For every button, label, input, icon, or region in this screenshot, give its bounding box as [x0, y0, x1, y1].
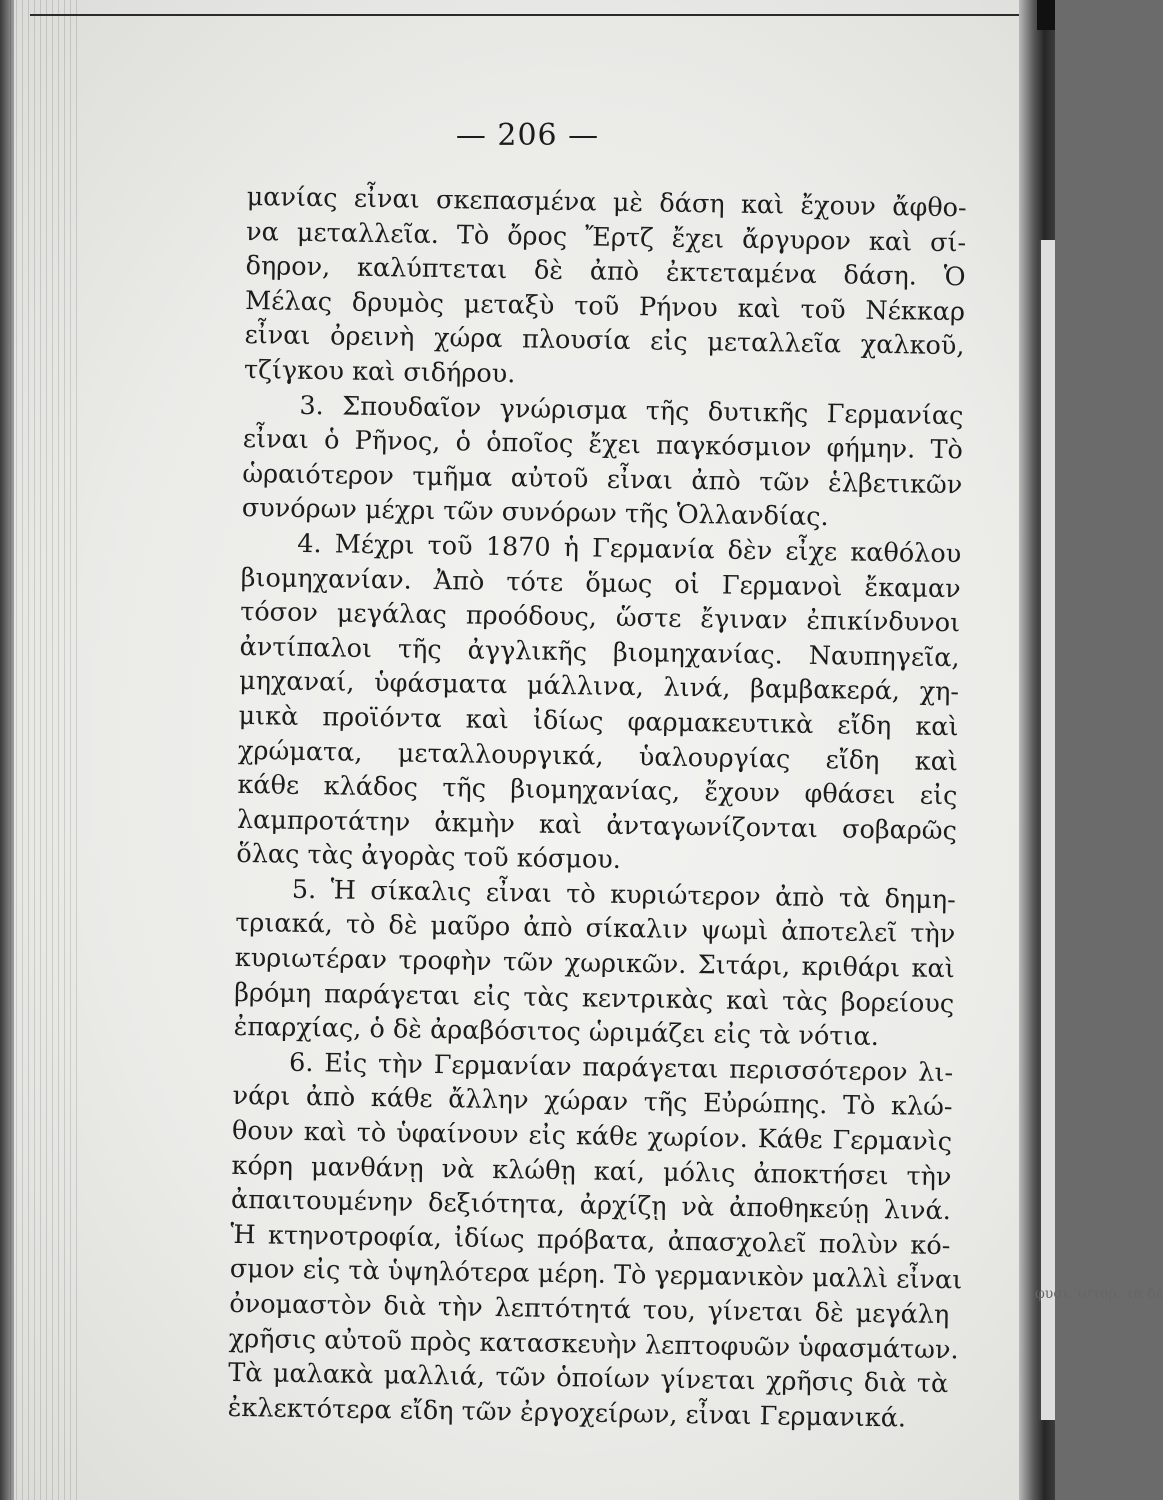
- text-line: συνόρων μέχρι τῶν συνόρων τῆς Ὁλλανδίας.: [241, 493, 829, 533]
- page-number: — 206 —: [455, 118, 600, 153]
- text-line: ὀνομαστὸν διὰ τὴν λεπτότητά του, γίνεται δὲ μεγάλη: [229, 1288, 950, 1331]
- right-top-corner: [1037, 0, 1055, 30]
- text-line: νάρι ἀπὸ κάθε ἄλλην χώραν τῆς Εὐρώπης. Τὸ κλώ-: [232, 1081, 953, 1123]
- text-line: κυριωτέραν τροφὴν τῶν χωρικῶν. Σιτάρι, κριθάρι καὶ: [234, 942, 955, 985]
- text-line: εἶναι ὁ Ρῆνος, ὁ ὁποῖος ἔχει παγκόσμιον φήμην. Τὸ: [242, 424, 964, 466]
- top-edge-line: [30, 14, 1020, 16]
- text-line: ἐπαρχίας, ὁ δὲ ἀραβόσιτος ὡριμάζει εἰς τὰ νότια.: [233, 1012, 880, 1053]
- text-line: ἐκλεκτότερα εἴδη τῶν ἐργοχείρων, εἶναι Γερμανικά.: [227, 1392, 907, 1434]
- text-line: τριακά, τὸ δὲ μαῦρο ἀπὸ σίκαλιν ψωμὶ ἀποτελεῖ τὴν: [235, 908, 956, 950]
- text-line: 4. Μέχρι τοῦ 1870 ἡ Γερμανία δὲν εἶχε καθόλου: [297, 528, 962, 570]
- text-line: να μεταλλεῖα. Τὸ ὄρος Ἔρτζ ἔχει ἄργυρον καὶ σί-: [245, 216, 967, 258]
- text-line: χρῆσις αὐτοῦ πρὸς κατασκευὴν λεπτοφυῶν ὑφασμάτων.: [228, 1323, 959, 1365]
- text-line: Μέλας δρυμὸς μεταξὺ τοῦ Ρήνου καὶ τοῦ Νέκκαρ: [244, 285, 966, 328]
- text-line: εἶναι ὀρεινὴ χώρα πλουσία εἰς μεταλλεῖα χαλκοῦ,: [244, 320, 965, 362]
- left-page-edges: [10, 0, 80, 1500]
- text-line: λαμπροτάτην ἀκμὴν καὶ ἀνταγωνίζονται σοβαρῶς: [236, 804, 958, 846]
- next-page-fragment: φυσι. ιστορ. τὰ δὲ: [1035, 1286, 1163, 1302]
- text-line: μηχαναί, ὑφάσματα μάλλινα, λινά, βαμβακερά, χη-: [238, 666, 960, 708]
- text-line: χρώματα, μεταλλουργικά, ὑαλουργίας εἴδη καὶ: [237, 735, 959, 777]
- text-line: ὅλας τὰς ἀγορὰς τοῦ κόσμου.: [236, 839, 622, 876]
- text-line: 6. Εἰς τὴν Γερμανίαν παράγεται περισσότερον λι-: [288, 1047, 954, 1089]
- text-line: κόρη μανθάνῃ νὰ κλώθῃ καί, μόλις ἀποκτήσει τὴν: [231, 1150, 952, 1192]
- text-line: ἀπαιτουμένην δεξιότητα, ἀρχίζῃ νὰ ἀποθηκεύῃ λινά.: [230, 1185, 952, 1227]
- text-line: θουν καὶ τὸ ὑφαίνουν εἰς κάθε χωρίον. Κάθε Γερμανὶς: [231, 1115, 953, 1158]
- next-page-strip: [1039, 240, 1055, 1420]
- text-line: ὡραιότερον τμῆμα αὐτοῦ εἶναι ἀπὸ τῶν ἑλβετικῶν: [242, 458, 963, 501]
- text-line: βιομηχανίαν. Ἀπὸ τότε ὅμως οἱ Γερμανοὶ ἔκαμαν: [240, 562, 961, 604]
- text-line: μικὰ προϊόντα καὶ ἰδίως φαρμακευτικὰ εἴδη καὶ: [238, 700, 959, 743]
- text-line: 3. Σπουδαῖον γνώρισμα τῆς δυτικῆς Γερμανίας: [299, 390, 964, 431]
- text-line: τζίγκου καὶ σιδήρου.: [243, 354, 516, 390]
- text-line: βρόμη παράγεται εἰς τὰς κεντρικὰς καὶ τὰς βορείους: [233, 977, 955, 1019]
- text-line: Τὰ μαλακὰ μαλλιά, τῶν ὁποίων γίνεται χρῆσις διὰ τὰ: [228, 1358, 949, 1400]
- text-line: μανίας εἶναι σκεπασμένα μὲ δάση καὶ ἔχουν ἄφθο-: [246, 181, 967, 224]
- text-line: σμον εἰς τὰ ὑψηλότερα μέρη. Τὸ γερμανικὸν μαλλὶ εἶναι: [229, 1254, 963, 1296]
- text-line: κάθε κλάδος τῆς βιομηχανίας, ἔχουν φθάσει εἰς: [237, 770, 958, 812]
- text-line: δηρον, καλύπτεται δὲ ἀπὸ ἐκτεταμένα δάση. Ὁ: [245, 251, 966, 293]
- text-line: Ἡ κτηνοτροφία, ἰδίως πρόβατα, ἀπασχολεῖ πολὺν κό-: [230, 1219, 951, 1261]
- body-text: [227, 180, 966, 1437]
- text-line: 5. Ἡ σίκαλις εἶναι τὸ κυριώτερον ἀπὸ τὰ δημη-: [291, 874, 957, 916]
- text-line: τόσον μεγάλας προόδους, ὥστε ἔγιναν ἐπικίνδυνοι: [239, 597, 961, 639]
- text-line: ἀντίπαλοι τῆς ἀγγλικῆς βιομηχανίας. Ναυπηγεῖα,: [239, 631, 960, 673]
